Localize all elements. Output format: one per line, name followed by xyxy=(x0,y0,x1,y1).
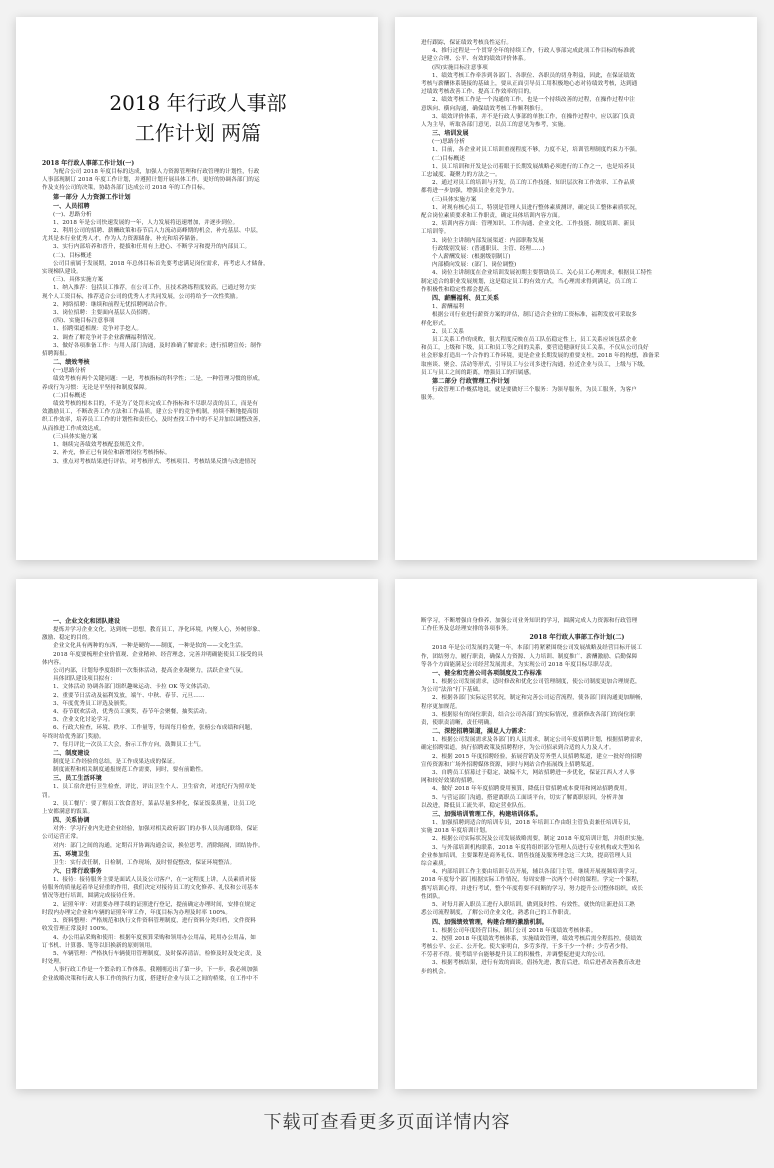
text-line: 实现梯队建设。 xyxy=(42,269,82,276)
text-line: 1、目前，各企业对员工培训重视程度不够，力度不足，培训管理制度约束力不强。 xyxy=(432,147,641,154)
text-line: 根据公司行业进行薪资方案的评估，制订适合企业的工资标准，福利发放可采取多 xyxy=(432,312,637,319)
text-line: 织工作效率，培养员工工作的计划性和责任心，及时查找工作中的不足并加以调整改善， xyxy=(42,417,265,424)
text-line: 三、加强培训管理工作，构建培训体系。 xyxy=(432,811,542,819)
text-line: 5、与营运部门沟通，搭建离职员工面谈平台，切实了解离职原因，分析并加 xyxy=(432,794,624,801)
text-line: (四)实施目标注意事项 xyxy=(432,64,488,71)
text-line: 员工关系工作的成败，很大程度反映在员工队伍稳定性上，员工关系应该包括企业 xyxy=(432,336,637,343)
text-line: (二)、目标概述 xyxy=(53,252,92,259)
text-line: 二、深挖招聘渠道，满足人力需求： xyxy=(432,728,530,736)
text-line: 2、按照 2018 年度绩效考核体系，实施绩效管理，绩效考核后需全程监控，使绩效 xyxy=(432,935,642,942)
text-line: 是建立合理、公平、有效的绩效评价体系。 xyxy=(421,56,530,63)
text-line: 配合岗位素质要求和工作职责，确定具体培训内容方面。 xyxy=(421,213,564,220)
text-line: 5、车辆管理：严格执行车辆使用管理制度，及时保养清洁，检修及时及处定责，及 xyxy=(53,950,262,957)
text-line: 和员工，上级和下级，员工和员工等之间的关系，要营造健康好员工关系，不仅从公司良好 xyxy=(421,345,649,352)
text-line: 程序更加规范。 xyxy=(421,703,461,710)
text-line: 四、关系协调 xyxy=(53,817,90,825)
text-line: 1、2018 年是公司快速发展的一年，人力发展将迅速增加，并逐步到位。 xyxy=(53,219,239,226)
text-line: 制度流程和相关制度通报规范工作需要，同时，要有前瞻性。 xyxy=(53,767,207,774)
text-line: 年终时给优秀部门奖励。 xyxy=(42,733,105,740)
text-line: 2、根据各部门实际运营状况，制定和完善公司运营流程，使各部门间沟通更加顺畅， xyxy=(432,695,647,702)
text-line: 2、调查了解竞争对手企业薪酬福利情况。 xyxy=(53,334,160,341)
text-line: 4、岗位主讲制度在企业培训发展初期主要帮助员工、关心员工心理需求，根据员工特性 xyxy=(432,270,653,277)
text-line: 2、员工餐厅：要了解员工饮食喜好，菜品尽量多样化，保证饭菜质量，让员工吃 xyxy=(53,800,256,807)
text-line: 3、与外部培训机构联系，2018 年度将组织部分管理人员进行专业机构或大型知名 xyxy=(432,844,641,851)
text-line: 取座谈、聚会、活动等形式，引导员工与公司多进行沟通，拉近企业与员工，上级与下级， xyxy=(421,361,649,368)
text-line: 7、每月评比一次员工大会，指示工作方向，鼓舞员工士气。 xyxy=(53,741,205,748)
text-line: 对外：学习行业内先进企业经验，加强对相关政府部门的办事人员沟通联络，保证 xyxy=(53,826,258,833)
text-line: 一、企业文化和团队建设 xyxy=(53,618,121,625)
text-line: 5、企业文化讨论学习。 xyxy=(53,717,114,724)
text-line: 3、岗位招聘：主要面向基层人员招聘。 xyxy=(53,310,154,317)
page-1-body xyxy=(42,159,354,466)
text-line: 意纵向、横向沟通，确保绩效考核工作顺利推行。 xyxy=(421,105,547,112)
text-line: 1、招聘渠道相规：竞争对手挖人。 xyxy=(53,326,143,333)
document-page-3 xyxy=(16,579,378,1089)
text-line: 人为主导，听取各部门意见，以员工的意见为参考，实施。 xyxy=(421,122,570,129)
text-line: 时段内办理完企业和车辆的证照年审工作，年度目标为办理及时率 100%。 xyxy=(42,909,232,916)
text-line: 卫生：实行责任制，日检制，工作现场，及时督促整改，保证环境整洁。 xyxy=(53,859,236,866)
text-line: 责，使职责清晰，责任明确。 xyxy=(421,720,496,727)
text-line: 二、绩效考核 xyxy=(53,359,90,367)
text-line: 罚。 xyxy=(42,792,54,799)
text-line: 悉公司流程制度，了解公司企业文化，熟悉自己的工作职责。 xyxy=(421,910,575,917)
text-line: 2、利用公司的招聘、薪酬政策和春节后人力流动高峰期的机会，补充基层、中层， xyxy=(53,228,262,235)
document-subtitle: 工作计划 两篇 xyxy=(134,121,262,145)
text-line: (一)、思路分析 xyxy=(53,211,92,218)
text-line: 2、根据 2015 年度招聘经验，拓展营销及劳务型人员招聘渠道，建立一批好的招聘 xyxy=(432,753,642,760)
page-4-body xyxy=(421,617,733,976)
text-line: 6、行政大检查，环境、秩序、工作量等，每周每月检查，张榜公布成绩和问题， xyxy=(53,725,256,732)
text-line: 实施 2018 年度培训计划。 xyxy=(421,828,491,835)
text-line: 4、春节联欢活动，优秀员工颁奖，春节年会聚餐，抽奖活动。 xyxy=(53,709,211,716)
text-line: 3、重点对考核结果进行评估，对考核形式、考核项目、考核结果反馈与改进情况 xyxy=(53,458,256,465)
text-line: 工作任务及总经理安排的各项事务。 xyxy=(421,626,513,633)
text-line: 三、培训发展 xyxy=(432,130,469,138)
text-line: 1、纳入推荐：包括员工推荐，在公司工作，且技术熟练程度较高，已通过努力实 xyxy=(53,285,256,292)
text-line: 员工与员工之间的距离，增强员工的归属感。 xyxy=(421,369,535,376)
text-line: 1、员工培训和开发是公司着眼于长期发展战略必须进行的工作之一，也是培养员 xyxy=(432,163,635,170)
text-line: 3、实行内部培养和晋升，提拔和任用有上进心、不断学习和提升的内部员工。 xyxy=(53,244,251,251)
page-3-body xyxy=(42,617,354,983)
text-line: 作积极性和稳定性都会提高。 xyxy=(421,286,496,293)
text-line: 三、员工生活环境 xyxy=(53,775,102,783)
text-line: 2、补充，修正已有岗位和新增岗位考核指标。 xyxy=(53,450,171,457)
text-line: 尤其是本行业优秀人才，作为人力资源储备，补充和培养储备。 xyxy=(42,236,202,243)
text-line: 制度是工作经验的总结，是工作成果达成的保证。 xyxy=(53,759,179,766)
text-line: (二)目标概述 xyxy=(432,155,466,162)
text-line: 2018 年行政人事部工作计划(二) xyxy=(529,634,625,642)
text-line: 1、员工宿舍进行卫生检查，评比，评出卫生个人、卫生宿舍，对违纪行为照章处 xyxy=(53,784,256,791)
text-line: 3、根据原有的岗位职责，结合公司各部门的实际情况，重新修改各部门的岗位职 xyxy=(432,711,635,718)
text-line: 过绩效考核改善工作、提高工作效率的目的。 xyxy=(421,89,535,96)
text-line: 2018 年度每个部门根据实际工作情况，每周安排一次两个小时的课程。学完一个课程， xyxy=(421,877,643,884)
text-line: (一)思路分析 xyxy=(53,368,87,375)
text-line: 2、通过对员工的培训与开发，员工的工作技能、知识层次和工作效率、工作品质 xyxy=(432,180,635,187)
text-line: 进行跟踪，保证绩效考核良性运行。 xyxy=(421,40,513,46)
text-line: 制定适合的职业发展规划，这是稳定员工的有效方式，当心理需求得到满足，员工的工 xyxy=(421,278,638,285)
text-line: 具体团队建设项目拟有： xyxy=(53,676,116,683)
text-line: 4、做好 2018 年年度招聘费用预算，降低日常招聘成本费用和网站招聘费用。 xyxy=(432,786,631,793)
text-line: 不劳者不得。使考绩平台能够提升员工的积极性，并调整促进更大的公司。 xyxy=(421,952,609,959)
text-line: 2018 年度要梳理企业价值观、企业精神、经营理念，完善并明确能使员工接受的具 xyxy=(53,651,264,658)
text-line: 性团队。 xyxy=(421,893,444,900)
text-line: 提炼并学习企业文化，达到统一思想，教育员工，净化环境，内聚人心，外树形象、 xyxy=(53,627,264,633)
text-line: 3、岗位主讲制内部发展渠道：内部职称发展 xyxy=(432,237,544,244)
text-line: 2、员工关系 xyxy=(432,328,465,335)
text-line: 考核与薪酬体系链接的基础上，要从正面引导员工用积极地心态对待绩效考核，达到通 xyxy=(421,81,638,88)
document-title: 2018 年行政人事部 xyxy=(109,91,287,115)
text-line: 收发管理正常及时 100%。 xyxy=(42,926,112,933)
text-line: 综合素质。 xyxy=(421,861,450,868)
text-line: 2、根据公司实际状况及公司发展战略需要，制定 2018 年度培训计划，并组织实施。 xyxy=(432,836,648,843)
text-line: 3、自聘员工招募过于稳定，缺编不大，网站招聘进一步优化，保证江西人才人事 xyxy=(432,770,635,777)
text-line: (四)、实施目标注意事项 xyxy=(53,318,115,325)
text-line: 3、根据考核结果，进行有效的面谈，倡扬先进，教育后进，给后进者改善教育改进 xyxy=(432,960,641,967)
text-line: 1、根据公司发展需求及各部门的人员需求，制定公司年度招聘计划，根据招聘需求， xyxy=(432,737,647,744)
text-line: 3、年度优秀员工评选及颁奖。 xyxy=(53,700,131,707)
text-line: 作，团结努力，履行职责，确保人力资源、人力培训、制度推广、薪酬激励、后勤保障 xyxy=(421,653,638,660)
text-line: 二、制度建设 xyxy=(53,750,90,758)
text-line: 3、做好各项准备工作：与用人部门沟通，及时准确了解需求；进行招聘宣传；制作 xyxy=(53,342,262,349)
document-page-2 xyxy=(395,17,757,560)
text-line: 行政级别发展：(普通职员、主管、经理……) xyxy=(432,245,545,252)
text-line: 第一部分 人力资源工作计划 xyxy=(53,193,131,201)
text-line: 招聘海报。 xyxy=(42,351,71,358)
text-line: 1、加强招聘到适合的培训专员，2018 年培训工作由组主管负责兼任培训专员， xyxy=(432,820,635,827)
text-line: 五、环境卫生 xyxy=(53,850,90,858)
text-line: 为公司“法治”打下基础。 xyxy=(421,687,484,694)
text-line: 1、根据公司发展需求，适时修改和优化公司管理制度，使公司制度更加合理规范， xyxy=(432,679,641,686)
text-line: 企业战略决策和行政人事工作的执行力度，搭建好企业与员工之间的桥梁，在工作中不 xyxy=(42,975,259,982)
text-line: 效激励员工，不断改善工作方法和工作品质，建立公平的竞争机制，持续不断地提高组 xyxy=(42,409,259,416)
text-line: 公司运营正常。 xyxy=(42,834,82,841)
text-line: 4、办公用品采购和使用：根据年度预算采购和领用办公用品，耗用办公用品，如 xyxy=(53,934,256,941)
text-line: 2、培训内容方面：管理知识、工作沟通、企业文化、工作技能、制度培训、新员 xyxy=(432,221,635,228)
text-line: 断学习，不断增强自身修养，加强公司业务知识的学习，圆满完成人力资源和行政管理 xyxy=(421,618,638,624)
text-line: 激励、稳定的目的。 xyxy=(42,635,94,642)
text-line: 撰写培训心得，并进行考试，整个年度将要不间断的学习，努力提升公司整体组织，成长 xyxy=(421,885,644,892)
text-line: 1、绩效考核工作牵涉到各部门、各职位、各职员的切身利益，因此，在保证绩效 xyxy=(432,72,635,79)
text-line: 2、网络招聘：继续和前程无忧招聘网站合作。 xyxy=(53,301,171,308)
text-line: 2018 年是公司发展的关键一年，本部门将紧紧围绕公司发展战略及经营目标开展工 xyxy=(432,645,643,652)
text-line: 1、文体活动 协调各部门组织趣味运动、卡拉 OK 等文体活动。 xyxy=(53,684,214,691)
text-line: (三)具体实施方案 xyxy=(432,196,477,203)
text-line: 订书机、计算器、笔等以旧换新的原则领用。 xyxy=(42,942,156,949)
text-line: 宣传资源和广场外招聘媒体资源，同时与网站合作拓展线上招聘渠道。 xyxy=(421,761,598,768)
text-line: 公司目前属于发展期，2018 年总体目标首先要考虑满足岗位需求，再考虑人才储备， xyxy=(53,260,269,267)
text-line: 考核公平、公正、公开化。使大家明白，多劳多得，干多干少一个样；少劳者少得， xyxy=(421,943,632,950)
text-line: 4、推行过程是一个贯穿全年的持续工作，行政人事部完成此项工作目标的标准就 xyxy=(432,48,635,55)
page-2-body xyxy=(421,39,733,402)
text-line: 四、加强绩效管理，构建合理的激励机制。 xyxy=(432,918,548,926)
text-line: 绩效考核的根本目的，不是为了处罚未完成工作指标和不尽职尽责的员工，而是有 xyxy=(53,401,258,408)
text-line: 1、薪酬福利 xyxy=(432,304,465,311)
text-line: 企业参加培训，主要课程是商务礼仪、销售技能及服务理念这三大块，提高管理人员 xyxy=(421,852,632,859)
text-line: 1、对现有核心员工，特别是管理人员进行整体素质测评，确定员工整体素质状况， xyxy=(432,204,641,211)
text-line: 绩效考核有两个关键问题：一是，考核指标的科学性；二是，一种管理习惯的形成， xyxy=(53,376,264,383)
text-line: 企业文化具有两种的东西，一种是硬的——制度，一种是软的——文化生活。 xyxy=(53,643,247,650)
text-line: 第二部分 行政管理工作计划 xyxy=(432,377,510,385)
text-line: 社会形象打造出一个合作的工作环境，更是企业长期发展的重要支柱。2018 年的构想，准备采 xyxy=(421,353,660,360)
text-line: 网和较好效果的招聘。 xyxy=(421,778,478,785)
text-line: 步的机会。 xyxy=(421,968,450,975)
text-line: 行政管理工作概括地说，就是要做好三个服务：为领导服务，为员工服务，为客户 xyxy=(432,386,637,393)
text-line: 养成行为习惯：无论是平坚持和制度保障。 xyxy=(42,384,151,391)
text-line: 2018 年行政人事部工作计划(一) xyxy=(42,160,135,167)
text-line: 1、接待：接待服务主要是面试人员及公司客户，在一定程度上讲，人员素质对接 xyxy=(53,877,256,884)
text-line: 5、对每月新入职员工进行入职培训，做到及时性、有效性，就快的让新进员工熟 xyxy=(432,902,635,909)
text-line: 四、薪酬福利、员工关系 xyxy=(432,295,500,303)
text-line: 情况等进行培训，圆满完成接待任务。 xyxy=(42,893,139,900)
text-line: 4、内部培训工作主要由培训专员开展，辅以各部门主管。继续开展视频培训学习， xyxy=(432,869,641,876)
text-line: (二)目标概述 xyxy=(53,392,87,399)
text-line: 待服务的质量起着举足轻重的作用，我们决定对接待员工的文化修养、礼仪和公司基本 xyxy=(42,885,259,892)
text-line: 作及支持公司的决策，协助各部门达成公司 2018 年的工作目标。 xyxy=(42,185,209,192)
text-line: 时处理。 xyxy=(42,959,65,966)
text-line: 都将进一步加强，增强员企业竞争力。 xyxy=(421,188,518,195)
text-line: 从而推进工作成效达成。 xyxy=(42,425,105,432)
text-line: 人事行政工作是一个繁杂的工作体系，我刚刚迈出了第一步，下一步，我必须加强 xyxy=(53,967,258,974)
text-line: 现个人工资目标，推荐适合公司的优秀人才共同发展，公司将给予一次性奖励。 xyxy=(42,293,242,300)
text-line: 3、绩效评价体系，并不是行政人事部的单独工作，在操作过程中，应以部门负责 xyxy=(432,113,635,120)
text-line: 确定招聘渠道，执行招聘政策及招聘程序，为公司招录到合适的人力及人才。 xyxy=(421,745,615,752)
text-line: 体内容。 xyxy=(42,659,65,666)
text-line: 服务。 xyxy=(421,395,439,402)
text-line: 对内：部门之间的沟通，定期召开协调沟通会议，换位思考，消除隔阂，团结协作。 xyxy=(53,842,264,849)
text-line: 1、继续完善绩效考核配套规范文件。 xyxy=(53,442,148,449)
document-page-4 xyxy=(395,579,757,1089)
text-line: 以改进，降低员工流失率，稳定营业队伍。 xyxy=(421,802,530,809)
text-line: 为配合公司 2018 年度目标的达成，加强人力资源管理和行政管理的计划性，行政 xyxy=(53,169,260,175)
text-line: 2、重要节日活动及福利发放，端午、中秋、春节、元旦…… xyxy=(53,692,205,699)
text-line: 六、日常行政事务 xyxy=(53,868,102,876)
text-line: 个人薪酬发展：(根据级别制订) xyxy=(432,254,511,261)
text-line: 3、资料整理：严格规范和执行文件资料管理制度，进行资料分类归档，文件资料 xyxy=(53,918,256,925)
text-line: 2、绩效考核工作是一个沟通的工作，也是一个持续改善的过程，在操作过程中注 xyxy=(432,97,635,104)
text-line: 2、证照年审：对需要办理手续的证照进行登记，提前确定办理时间，安排在规定 xyxy=(53,901,256,908)
text-line: (一)思路分析 xyxy=(432,139,466,146)
document-page-1 xyxy=(16,17,378,560)
text-line: 工忠诚度、凝聚力的方法之一。 xyxy=(421,172,501,179)
text-line: 一、人员招聘 xyxy=(53,202,90,210)
text-line: 上安都满意的饭菜。 xyxy=(42,809,94,816)
text-line: 内部横向发展：(部门、岗位调整) xyxy=(432,262,517,269)
text-line: 工培训等。 xyxy=(421,229,450,236)
text-line: 等各个方面能满足公司经营发展需求，为实现公司 2018 年度目标尽职尽责。 xyxy=(421,661,616,668)
text-line: (三)、具体实施方案 xyxy=(53,277,104,284)
text-line: 样化形式。 xyxy=(421,320,450,327)
text-line: 人事部现制订 2018 年度工作计划，并遵照计划开展具体工作，更好的协调各部门的运 xyxy=(42,177,260,184)
text-line: (三)具体实施方案 xyxy=(53,433,98,440)
text-line: 1、根据公司年度经营目标，制订公司 2018 年度绩效考核体系。 xyxy=(432,927,597,934)
text-line: 一、健全和完善公司各项制度及工作标准 xyxy=(432,670,542,678)
download-more-caption: 下载可查看更多页面详情内容 xyxy=(263,1112,511,1133)
text-line: 公司内部，计划每季度组织一次集体活动，提高企业凝聚力，活跃企业气氛。 xyxy=(53,668,247,675)
